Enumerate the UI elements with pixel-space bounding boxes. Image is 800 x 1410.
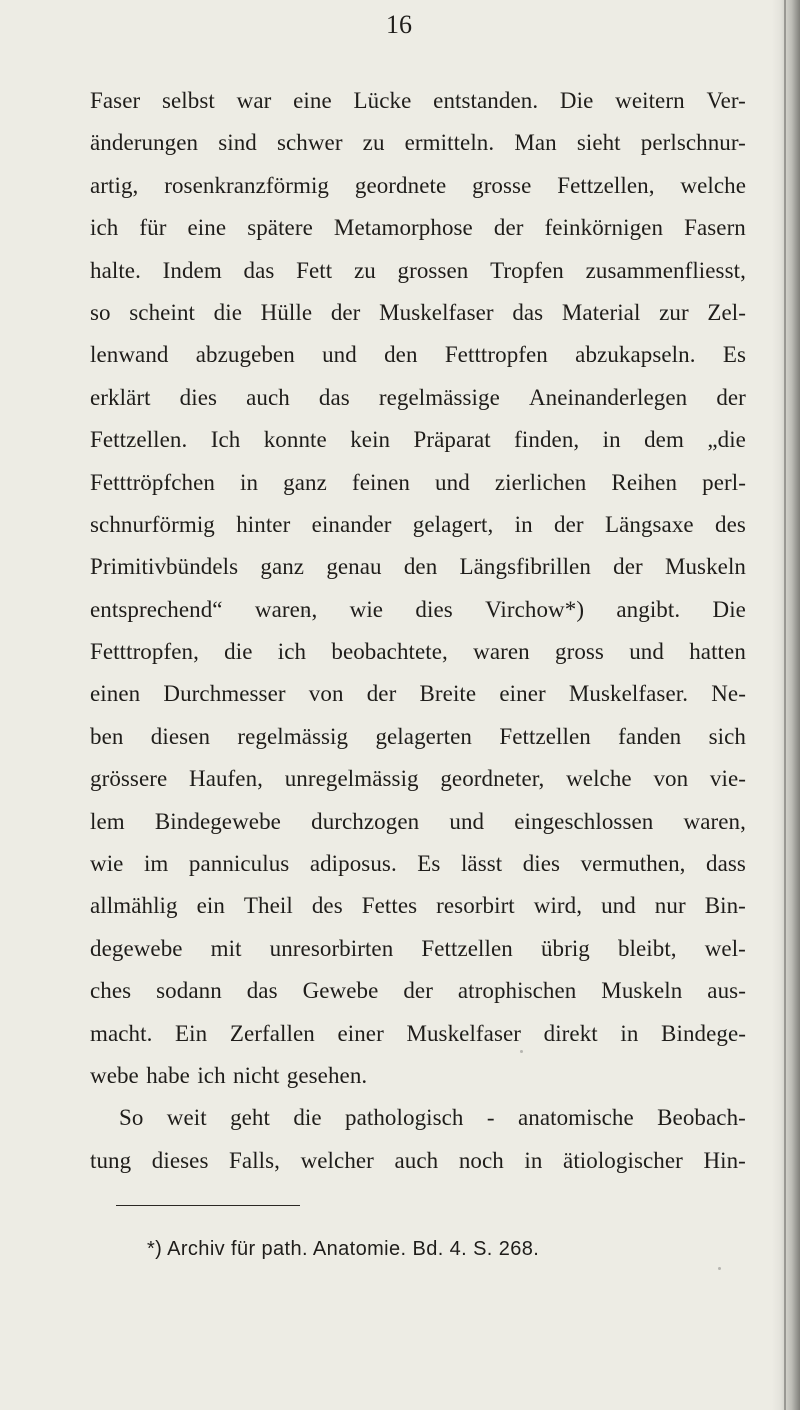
word: adiposus.	[309, 851, 397, 877]
word: gelagerten	[375, 723, 473, 749]
word: dass	[705, 851, 746, 877]
word: Präparat	[413, 427, 491, 453]
word: welche	[566, 766, 632, 792]
word: von	[653, 766, 689, 792]
word: der	[366, 681, 397, 707]
word: Ein	[175, 1020, 208, 1046]
text-line	[90, 1013, 746, 1055]
word: Es	[417, 851, 441, 877]
word: so	[90, 299, 111, 325]
word: weitern	[615, 88, 685, 113]
word: geordnete	[354, 172, 447, 198]
word: unresorbirten	[269, 935, 394, 961]
word: Fasern	[684, 215, 746, 241]
word: Breite	[419, 681, 477, 707]
word: änderungen	[90, 130, 199, 156]
word: die	[293, 1105, 322, 1131]
word: direkt	[543, 1020, 598, 1046]
word: „die	[707, 427, 746, 453]
word: übrig	[540, 935, 590, 961]
word: und	[601, 893, 636, 919]
word: Haufen,	[189, 766, 263, 792]
word: nicht	[233, 1062, 280, 1088]
word: sodann	[156, 978, 222, 1004]
word: des	[311, 893, 343, 919]
word: Ver-	[706, 88, 746, 113]
text-line	[90, 970, 746, 1012]
word: resorbirt	[436, 893, 515, 919]
word: spätere	[247, 215, 313, 241]
word: ganz	[260, 554, 305, 580]
word: welcher	[300, 1147, 374, 1173]
word: Faser	[90, 88, 141, 113]
word: weit	[166, 1105, 207, 1131]
word: grössere	[90, 766, 168, 792]
word: Muskelfaser	[379, 299, 494, 325]
word: sich	[708, 723, 746, 749]
word: und	[449, 808, 485, 834]
word: Fettzellen	[421, 935, 513, 961]
word: dem	[644, 427, 684, 453]
word: eine	[187, 215, 227, 241]
word: vermuthen,	[580, 851, 686, 877]
word: welche	[680, 172, 746, 198]
word: zu	[362, 130, 385, 156]
word: wie	[349, 596, 384, 622]
word: gesehen.	[286, 1062, 368, 1088]
word: Fett	[296, 257, 333, 283]
word: und	[435, 469, 470, 495]
word: den	[384, 342, 418, 368]
word: atrophischen	[457, 978, 577, 1004]
word: der	[554, 511, 584, 537]
word: sind	[218, 130, 257, 156]
word: fanden	[618, 723, 682, 749]
word: hatten	[689, 639, 746, 665]
word: vie-	[709, 766, 746, 792]
word: eingeschlossen	[514, 808, 654, 834]
text-line	[90, 1140, 746, 1182]
word: das	[246, 978, 278, 1004]
word: ches	[90, 978, 132, 1004]
word: Lücke	[353, 88, 412, 113]
word: in	[620, 1020, 639, 1046]
word: erklärt	[90, 384, 151, 410]
page-edge-shadow	[772, 0, 800, 1410]
word: Aneinanderlegen	[528, 384, 688, 410]
word: Muskeln	[601, 978, 683, 1004]
footnote: *) Archiv für path. Anatomie. Bd. 4. S. 268.	[147, 1238, 540, 1260]
body-text	[90, 80, 746, 1182]
word: ich	[197, 1062, 226, 1088]
word: waren,	[683, 808, 746, 834]
word: ben	[90, 723, 124, 749]
word: Die	[559, 88, 594, 113]
word: schnurförmig	[90, 511, 215, 537]
word: lässt	[460, 851, 503, 877]
word: schwer	[276, 130, 343, 156]
word: selbst	[161, 88, 215, 113]
word: auch	[394, 1147, 439, 1173]
word: Indem	[162, 257, 222, 283]
word: aus-	[707, 978, 746, 1004]
word: Die	[712, 596, 746, 622]
text-line	[90, 462, 746, 504]
print-speck	[520, 1050, 523, 1053]
word: Theil	[243, 893, 293, 919]
word: von	[308, 681, 344, 707]
word: abzugeben	[195, 342, 295, 368]
word: das	[243, 257, 275, 283]
word: Fettzellen.	[90, 427, 188, 453]
print-speck	[305, 610, 308, 613]
text-line	[90, 207, 746, 249]
text-line	[90, 292, 746, 334]
word: dies	[415, 596, 453, 622]
word: zusammenfliesst,	[585, 257, 746, 283]
word: der	[403, 978, 433, 1004]
word: beobachtete,	[331, 639, 448, 665]
text-line	[90, 165, 746, 207]
word: ich	[277, 639, 307, 665]
word: ein	[196, 893, 225, 919]
text-line	[90, 334, 746, 376]
word: hinter	[236, 511, 291, 537]
text-line	[90, 504, 746, 546]
word: panniculus	[188, 851, 290, 877]
word: in	[524, 1147, 543, 1173]
text-line	[90, 1097, 746, 1139]
word: regelmässig	[237, 723, 349, 749]
word: einander	[311, 511, 392, 537]
word: ich	[90, 215, 119, 241]
word: konnte	[263, 427, 327, 453]
footnote-rule	[116, 1205, 300, 1206]
word: Muskeln	[664, 554, 746, 580]
word: der	[613, 554, 643, 580]
word: wie	[90, 851, 124, 877]
word: allmählig	[90, 893, 178, 919]
word: genau	[326, 554, 382, 580]
word: einen	[90, 681, 141, 707]
word: Zel-	[707, 299, 746, 325]
word: und	[629, 639, 664, 665]
word: kein	[350, 427, 391, 453]
word: dies	[522, 851, 561, 877]
word: degewebe	[90, 935, 183, 961]
word: in	[602, 427, 621, 453]
word: war	[236, 88, 272, 113]
word: durchzogen	[311, 808, 420, 834]
word: halte.	[90, 257, 141, 283]
word: die	[224, 639, 253, 665]
word: in	[240, 469, 259, 495]
text-line	[90, 589, 746, 631]
text-line	[90, 801, 746, 843]
word: Metamorphose	[333, 215, 473, 241]
word: nur	[654, 893, 686, 919]
word: Fettes	[361, 893, 418, 919]
word: Gewebe	[302, 978, 379, 1004]
word: Beobach-	[657, 1105, 746, 1131]
word: Hülle	[260, 299, 313, 325]
text-line	[90, 716, 746, 758]
word: zur	[659, 299, 689, 325]
word: grosse	[472, 172, 532, 198]
word: und	[322, 342, 357, 368]
word: einer	[499, 681, 546, 707]
word: anatomische	[517, 1105, 634, 1131]
word: Tropfen	[490, 257, 564, 283]
word: Muskelfaser.	[568, 681, 689, 707]
word: gross	[555, 639, 604, 665]
word: Virchow*)	[485, 596, 585, 622]
word: des	[715, 511, 746, 537]
word: auch	[246, 384, 290, 410]
word: waren	[473, 639, 530, 665]
word: waren,	[254, 596, 318, 622]
word: regelmässige	[378, 384, 500, 410]
text-line	[90, 250, 746, 292]
word: Bindegewebe	[154, 808, 281, 834]
word: Längsaxe	[604, 511, 694, 537]
word: im	[143, 851, 169, 877]
word: eine	[293, 88, 332, 113]
word: abzukapseln.	[575, 342, 696, 368]
word: Es	[722, 342, 746, 368]
word: feinen	[352, 469, 410, 495]
text-line	[90, 1055, 746, 1097]
word: finden,	[514, 427, 580, 453]
text-line	[90, 80, 746, 122]
word: ganz	[283, 469, 327, 495]
word: ermitteln.	[404, 130, 495, 156]
word: der	[716, 384, 746, 410]
word: den	[403, 554, 438, 580]
text-line	[90, 631, 746, 673]
word: einer	[337, 1020, 384, 1046]
word: -	[486, 1105, 495, 1131]
word: der	[493, 215, 524, 241]
word: in	[514, 511, 533, 537]
word: ätiologischer	[563, 1147, 683, 1173]
text-line	[90, 843, 746, 885]
word: Hin-	[703, 1147, 746, 1173]
word: wird,	[533, 893, 583, 919]
word: angibt.	[616, 596, 681, 622]
word: Reihen	[611, 469, 678, 495]
print-speck	[718, 1267, 721, 1270]
word: Falls,	[229, 1147, 281, 1173]
word: scheint	[129, 299, 195, 325]
word: mit	[210, 935, 242, 961]
word: Muskelfaser	[406, 1020, 522, 1046]
word: unregelmässig	[284, 766, 419, 792]
word: das	[318, 384, 350, 410]
word: noch	[458, 1147, 504, 1173]
word: macht.	[90, 1020, 153, 1046]
word: Fetttropfen,	[90, 639, 199, 665]
word: Fettzellen	[499, 723, 591, 749]
text-line	[90, 758, 746, 800]
word: lem	[90, 808, 125, 834]
word: Fettzellen,	[557, 172, 655, 198]
word: die	[213, 299, 242, 325]
word: dies	[179, 384, 218, 410]
word: dieses	[151, 1147, 209, 1173]
word: habe	[146, 1062, 190, 1088]
text-line	[90, 377, 746, 419]
word: So	[119, 1105, 144, 1131]
word: Längsfibrillen	[459, 554, 591, 580]
word: Zerfallen	[229, 1020, 315, 1046]
word: geordneter,	[440, 766, 545, 792]
word: webe	[90, 1062, 139, 1088]
text-line	[90, 546, 746, 588]
word: rosenkranzförmig	[164, 172, 330, 198]
word: feinkörnigen	[544, 215, 664, 241]
word: Durchmesser	[163, 681, 286, 707]
word: der	[330, 299, 361, 325]
word: zu	[353, 257, 376, 283]
text-line	[90, 122, 746, 164]
text-line	[90, 885, 746, 927]
word: diesen	[150, 723, 211, 749]
word: Ich	[210, 427, 241, 453]
word: lenwand	[90, 342, 169, 368]
word: Primitivbündels	[90, 554, 239, 580]
word: Ne-	[711, 681, 746, 707]
word: das	[512, 299, 544, 325]
word: Bindege-	[661, 1020, 746, 1046]
word: entsprechend“	[90, 596, 223, 622]
text-line	[90, 928, 746, 970]
word: Fetttropfen	[444, 342, 548, 368]
word: sieht	[576, 130, 621, 156]
word: entstanden.	[433, 88, 539, 113]
word: tung	[90, 1147, 132, 1173]
word: pathologisch	[345, 1105, 464, 1131]
word: perl-	[702, 469, 746, 495]
text-line	[90, 419, 746, 461]
word: Man	[514, 130, 557, 156]
text-line	[90, 673, 746, 715]
word: bleibt,	[617, 935, 677, 961]
word: Bin-	[704, 893, 746, 919]
word: Material	[561, 299, 641, 325]
page-number: 16	[386, 10, 412, 39]
word: Fetttröpfchen	[90, 469, 215, 495]
word: artig,	[90, 172, 139, 198]
word: geht	[230, 1105, 270, 1131]
word: gelagert,	[412, 511, 494, 537]
word: grossen	[397, 257, 469, 283]
word: für	[139, 215, 167, 241]
word: perlschnur-	[640, 130, 746, 156]
word: wel-	[704, 935, 746, 961]
word: zierlichen	[494, 469, 587, 495]
